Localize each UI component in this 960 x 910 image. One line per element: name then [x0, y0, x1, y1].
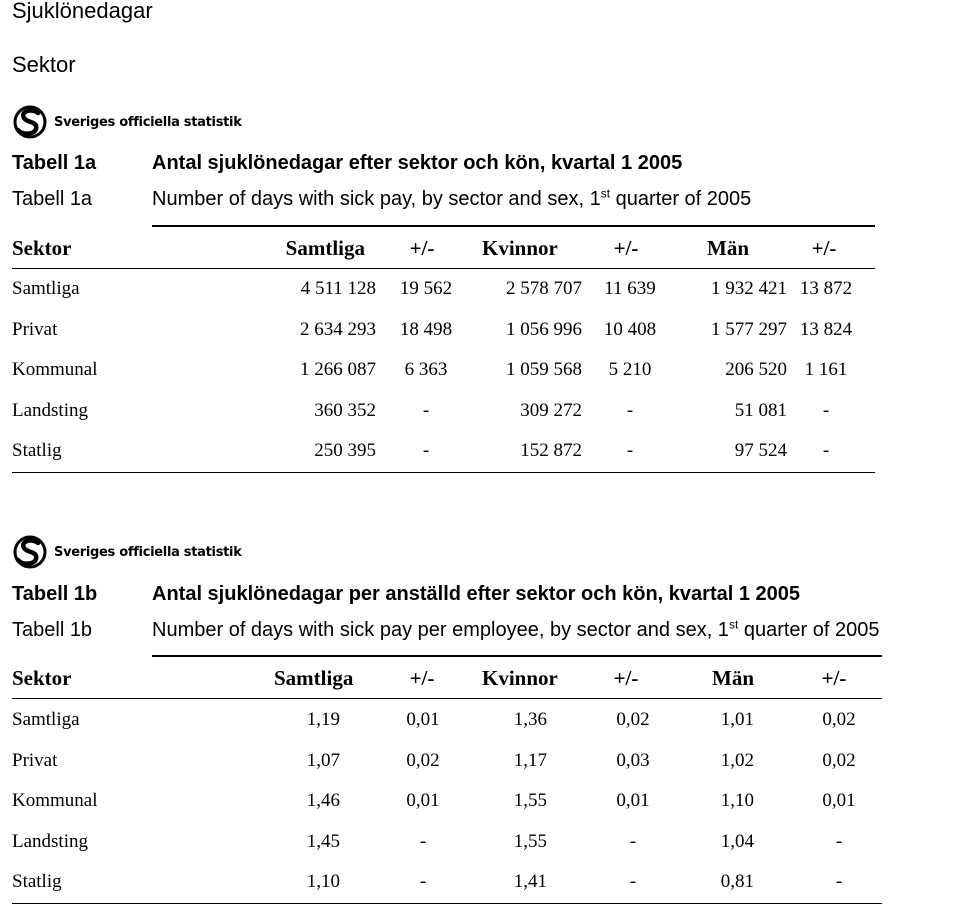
row-label: Samtliga [12, 278, 80, 299]
table-row [12, 748, 882, 789]
table-b-caption-sv [0, 583, 960, 609]
sos-logo-icon [12, 104, 50, 140]
table-b-body [12, 707, 882, 910]
table-cell: 1,45 [306, 830, 340, 852]
table-cell: 1,36 [513, 709, 547, 730]
table-title-en: Number of days with sick pay per employee, by sector and sex, 1st quarter of 2005 [152, 617, 880, 641]
table-cell: 11 639 [604, 278, 656, 299]
table-cell: 1,10 [720, 790, 754, 811]
logo-text: Sveriges officiella statistik [54, 544, 242, 560]
row-label: Statlig [12, 440, 62, 461]
row-label: Landsting [12, 830, 88, 852]
table-cell: 5 210 [608, 359, 652, 380]
table-a-body [12, 276, 876, 479]
table-a-caption-sv [0, 152, 960, 178]
table-cell: 1,01 [720, 709, 754, 730]
table-cell: 0,01 [406, 790, 440, 811]
table-cell: 1 932 421 [711, 278, 787, 299]
table-cell: 0,81 [720, 871, 754, 892]
row-label: Privat [12, 318, 58, 340]
table-header-row [12, 662, 882, 696]
table-label: Tabell 1b [12, 619, 93, 641]
table-row [12, 398, 876, 439]
table-cell: - [626, 440, 634, 461]
table-title: Antal sjuklönedagar efter sektor och kön, kvartal 1 2005 [152, 152, 683, 174]
table-cell: 0,02 [616, 709, 650, 730]
table-cell: 1,17 [513, 749, 547, 771]
table-cell: 1,41 [513, 871, 547, 892]
table-cell: 2 634 293 [300, 318, 376, 340]
sos-logo [12, 534, 242, 570]
header-cell: Samtliga [285, 236, 365, 260]
table-cell: 13 872 [799, 278, 853, 299]
table-label: Tabell 1a [12, 152, 97, 174]
table-cell: 1 266 087 [300, 359, 376, 380]
header-cell: +/- [811, 236, 837, 260]
header-cell: +/- [821, 666, 847, 690]
page-subtitle: Sektor [12, 52, 76, 77]
row-label: Privat [12, 749, 58, 771]
table-cell: 0,03 [616, 749, 650, 771]
table-cell: 10 408 [603, 318, 657, 340]
table-cell: 0,01 [822, 790, 856, 811]
header-cell: Män [712, 666, 754, 690]
table-cell: 1 161 [804, 359, 848, 380]
table-b-caption-en [0, 619, 960, 645]
table-cell: 250 395 [314, 440, 376, 461]
table-cell: - [629, 830, 637, 852]
table-bottom-rule [12, 472, 875, 473]
table-cell: - [626, 399, 634, 421]
table-a-caption-en [0, 188, 960, 214]
table-cell: - [629, 871, 637, 892]
table-cell: - [422, 440, 430, 461]
table-cell: 309 272 [520, 399, 582, 421]
table-cell: - [422, 399, 430, 421]
logo-text: Sveriges officiella statistik [54, 114, 242, 130]
table-cell: - [822, 440, 830, 461]
header-cell: +/- [409, 236, 435, 260]
header-cell: Samtliga [274, 666, 354, 690]
table-cell: 1,19 [306, 709, 340, 730]
table-cell: 0,01 [406, 709, 440, 730]
header-rule [12, 268, 875, 269]
table-cell: 13 824 [799, 318, 853, 340]
table-cell: 0,02 [822, 749, 856, 771]
table-cell: 1,46 [306, 790, 340, 811]
table-cell: 1 577 297 [711, 318, 787, 340]
table-cell: 206 520 [725, 359, 787, 380]
table-header-row [12, 232, 876, 266]
table-cell: 18 498 [399, 318, 453, 340]
row-label: Kommunal [12, 790, 98, 811]
table-cell: 1 059 568 [506, 359, 582, 380]
header-cell: Män [707, 236, 749, 260]
table-a [12, 232, 876, 266]
table-cell: 1,04 [720, 830, 754, 852]
table-top-rule [152, 225, 875, 227]
table-title: Antal sjuklönedagar per anställd efter sektor och kön, kvartal 1 2005 [152, 583, 801, 605]
table-cell: 0,02 [406, 749, 440, 771]
table-cell: 0,02 [822, 709, 856, 730]
row-label: Landsting [12, 399, 88, 421]
row-label: Kommunal [12, 359, 98, 380]
table-cell: - [835, 830, 843, 852]
table-label: Tabell 1a [12, 188, 93, 210]
header-cell: Kvinnor [482, 666, 558, 690]
table-cell: 1 056 996 [506, 318, 582, 340]
table-cell: 2 578 707 [506, 278, 582, 299]
sos-logo-icon [12, 534, 50, 570]
table-cell: 4 511 128 [300, 278, 376, 299]
header-cell: +/- [613, 236, 639, 260]
header-cell: Kvinnor [482, 236, 558, 260]
table-cell: - [822, 399, 830, 421]
table-row [12, 317, 876, 358]
table-label: Tabell 1b [12, 583, 98, 605]
header-cell: +/- [613, 666, 639, 690]
table-cell: 360 352 [314, 399, 376, 421]
table-row [12, 788, 882, 829]
table-bottom-rule [12, 903, 882, 904]
row-label: Statlig [12, 871, 62, 892]
header-cell: Sektor [12, 236, 72, 260]
table-row [12, 829, 882, 870]
table-cell: 19 562 [399, 278, 453, 299]
table-cell: 1,10 [306, 871, 340, 892]
table-cell: 6 363 [404, 359, 448, 380]
table-cell: 97 524 [734, 440, 787, 461]
table-cell: 1,55 [513, 830, 547, 852]
table-row [12, 707, 882, 748]
table-b [12, 662, 882, 696]
table-cell: 51 081 [734, 399, 787, 421]
header-cell: Sektor [12, 666, 72, 690]
sos-logo [12, 104, 242, 140]
page-title: Sjuklönedagar [12, 0, 153, 23]
table-cell: 1,02 [720, 749, 754, 771]
table-row [12, 276, 876, 317]
table-cell: - [419, 830, 427, 852]
header-cell: +/- [409, 666, 435, 690]
table-cell: 0,01 [616, 790, 650, 811]
table-cell: 1,55 [513, 790, 547, 811]
table-title-en: Number of days with sick pay, by sector and sex, 1st quarter of 2005 [152, 186, 752, 210]
table-top-rule [152, 655, 882, 657]
table-row [12, 357, 876, 398]
table-cell: - [835, 871, 843, 892]
table-cell: 1,07 [306, 749, 340, 771]
row-label: Samtliga [12, 709, 80, 730]
header-rule [12, 698, 882, 699]
table-cell: 152 872 [520, 440, 582, 461]
table-cell: - [419, 871, 427, 892]
